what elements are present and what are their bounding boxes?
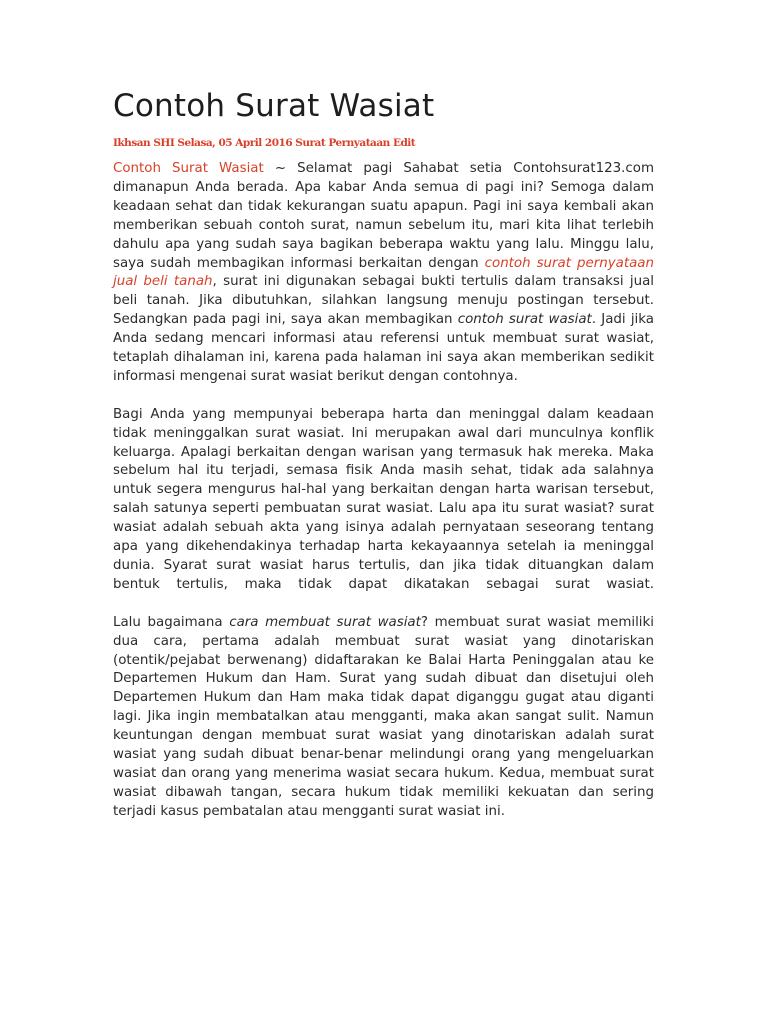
intro-text-3: . Jadi jika Anda sedang mencari informasi atau referensi untuk membuat surat wasiat, tetaplah dihalaman ini, karena pada halaman ini saya akan memberikan sedikit informasi mengenai surat wasiat berikut dengan contohnya. xyxy=(113,312,654,384)
article-body xyxy=(113,160,654,822)
related-post-link[interactable]: contoh surat pernyataan jual beli tanah xyxy=(113,255,654,290)
howto-emphasis: cara membuat surat wasiat xyxy=(229,614,421,630)
intro-text-1: ~ Selamat pagi Sahabat setia Contohsurat123.com dimanapun Anda berada. Apa kabar Anda semua di pagi ini? Semoga dalam keadaan sehat dan tidak kekurangan suatu apapun. Pagi ini saya kembali akan memberikan sebuah contoh surat, namun sebelum itu, mari kita lihat terlebih dahulu apa yang sudah saya bagikan beberapa waktu yang lalu. Minggu lalu, saya sudah membagikan informasi berkaitan dengan xyxy=(113,161,654,271)
paragraph-intro xyxy=(113,160,654,387)
paragraph-how-to xyxy=(113,614,654,822)
paragraph-definition: Bagi Anda yang mempunyai beberapa harta dan meninggal dalam keadaan tidak meninggalkan surat wasiat. Ini merupakan awal dari munculnya konflik keluarga. Apalagi berkaitan dengan warisan yang termasuk hak mereka. Maka sebelum hal itu terjadi, semasa fisik Anda masih sehat, tidak ada salahnya untuk segera mengurus hal-hal yang berkaitan dengan harta warisan tersebut, salah satunya seperti pembuatan surat wasiat. Lalu apa itu surat wasiat? surat wasiat adalah sebuah akta yang isinya adalah pernyataan seseorang tentang apa yang dikehendakinya terhadap harta kekayaannya setelah ia meninggal dunia. Syarat surat wasiat harus tertulis, dan jika tidak dituangkan dalam bentuk tertulis, maka tidak dapat dikatakan sebagai surat wasiat. xyxy=(113,406,654,592)
howto-text-1: Lalu bagaimana xyxy=(113,614,230,630)
intro-emphasis: contoh surat wasiat xyxy=(457,312,592,328)
post-meta: Ikhsan SHI Selasa, 05 April 2016 Surat Pernyataan Edit xyxy=(113,137,416,149)
title-link[interactable]: Contoh Surat Wasiat xyxy=(113,161,264,176)
page-title: Contoh Surat Wasiat xyxy=(113,88,435,124)
intro-text-2: , surat ini digunakan sebagai bukti tertulis dalam transaksi jual beli tanah. Jika dibutuhkan, silahkan langsung menuju postingan tersebut. Sedangkan pada pagi ini, saya akan membagikan xyxy=(113,274,654,328)
howto-text-2: ? membuat surat wasiat memiliki dua cara, pertama adalah membuat surat wasiat yang dinotariskan (otentik/pejabat berwenang) didaftarakan ke Balai Harta Peninggalan atau ke Departemen Hukum dan Ham. Surat yang sudah dibuat dan disetujui oleh Departemen Hukum dan Ham maka tidak dapat diganggu gugat atau diganti lagi. Jika ingin membatalkan atau mengganti, maka akan sangat sulit. Namun keuntungan dengan membuat surat wasiat yang dinotariskan adalah surat wasiat yang sudah dibuat benar-benar melindungi orang yang mengeluarkan wasiat dan orang yang menerima wasiat secara hukum. Kedua, membuat surat wasiat dibawah tangan, secara hukum tidak memiliki kekuatan dan sering terjadi kasus pembatalan atau mengganti surat wasiat ini. xyxy=(113,614,654,819)
